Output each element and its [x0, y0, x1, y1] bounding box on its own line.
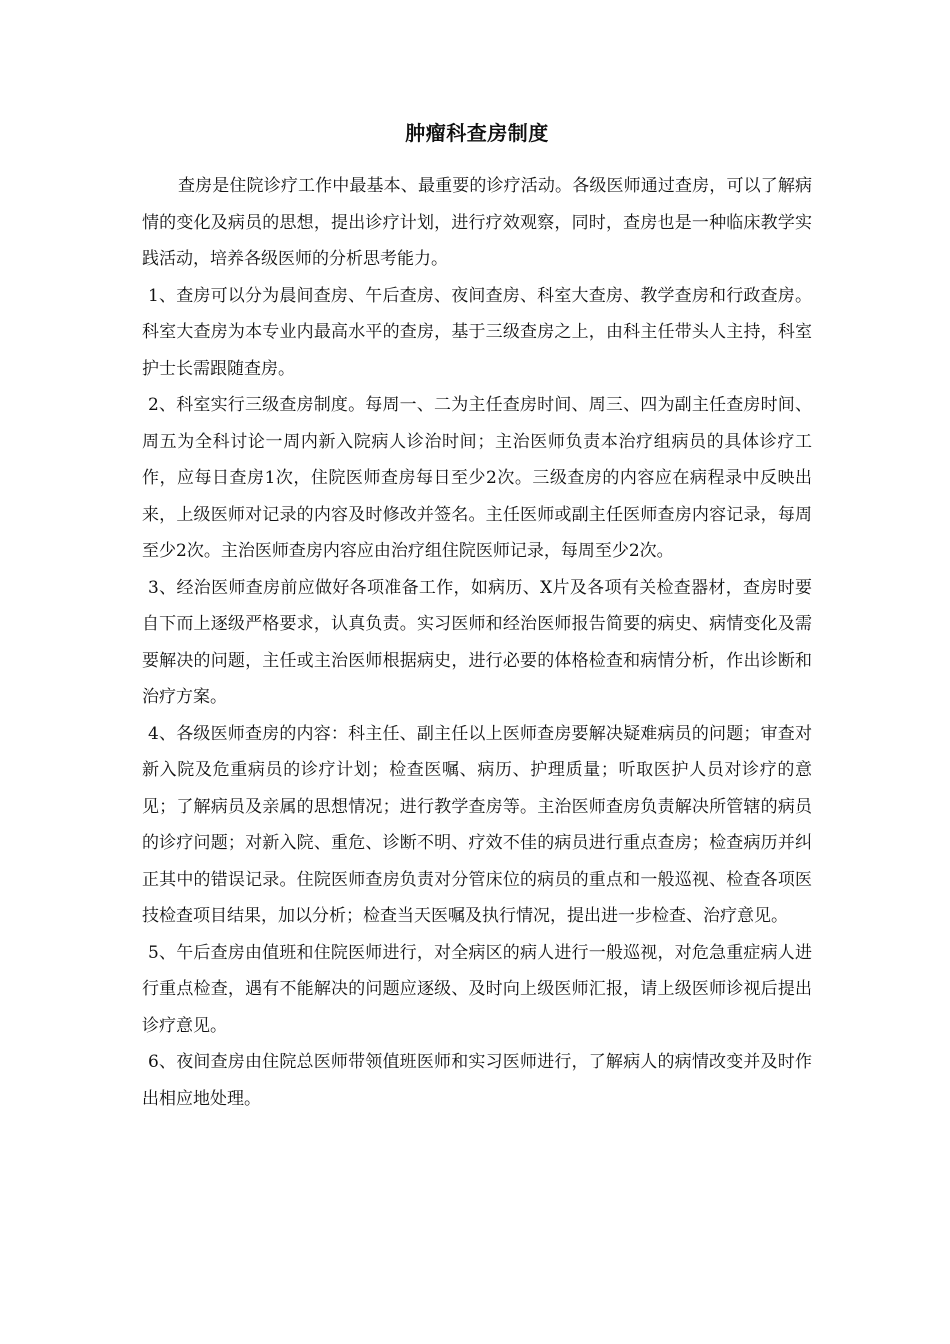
rule-item-1: 1、查房可以分为晨间查房、午后查房、夜间查房、科室大查房、教学查房和行政查房。 科室大查房为本专业内最高水平的查房，基于三级查房之上，由科主任带头人主持，科室护士长需跟随查房。 [142, 285, 812, 379]
document-page [142, 118, 812, 1117]
rule-item-5: 5、午后查房由值班和住院医师进行，对全病区的病人进行一般巡视，对危急重症病人进行重点检查，遇有不能解决的问题应逐级、及时向上级医师汇报，请上级医师诊视后提出诊疗意见。 [142, 942, 812, 1036]
rule-item-2: 2、科室实行三级查房制度。每周一、二为主任查房时间、周三、四为副主任查房时间、周五为全科讨论一周内新入院病人诊治时间；主治医师负责本治疗组病员的具体诊疗工作，应每日查房1次，住院医师查房每日至少2次。三级查房的内容应在病程录中反映出来，上级医师对记录的内容及时修改并签名。主任医师或副主任医师查房内容记录，每周至少2次。主治医师查房内容应由治疗组住院医师记录，每周至少2次。 [142, 395, 812, 561]
rule-item-6: 6、夜间查房由住院总医师带领值班医师和实习医师进行，了解病人的病情改变并及时作出相应地处理。 [142, 1052, 812, 1109]
intro-paragraph: 查房是住院诊疗工作中最基本、最重要的诊疗活动。各级医师通过查房，可以了解病情的变化及病员的思想，提出诊疗计划，进行疗效观察，同时，查房也是一种临床教学实践活动，培养各级医师的分析思考能力。 [142, 176, 812, 269]
rule-item-4: 4、各级医师查房的内容：科主任、副主任以上医师查房要解决疑难病员的问题；审查对新入院及危重病员的诊疗计划；检查医嘱、病历、护理质量；听取医护人员对诊疗的意见；了解病员及亲属的思想情况；进行教学查房等。主治医师查房负责解决所管辖的病员的诊疗问题；对新入院、重危、诊断不明、疗效不佳的病员进行重点查房；检查病历并纠正其中的错误记录。住院医师查房负责对分管床位的病员的重点和一般巡视、检查各项医技检查项目结果，加以分析；检查当天医嘱及执行情况，提出进一步检查、治疗意见。 [142, 723, 812, 926]
document-title: 肿瘤科查房制度 [405, 121, 549, 145]
rule-item-3: 3、经治医师查房前应做好各项准备工作，如病历、X片及各项有关检查器材，查房时要自下而上逐级严格要求，认真负责。实习医师和经治医师报告简要的病史、病情变化及需要解决的问题，主任或主治医师根据病史，进行必要的体格检查和病情分析，作出诊断和治疗方案。 [142, 577, 812, 707]
